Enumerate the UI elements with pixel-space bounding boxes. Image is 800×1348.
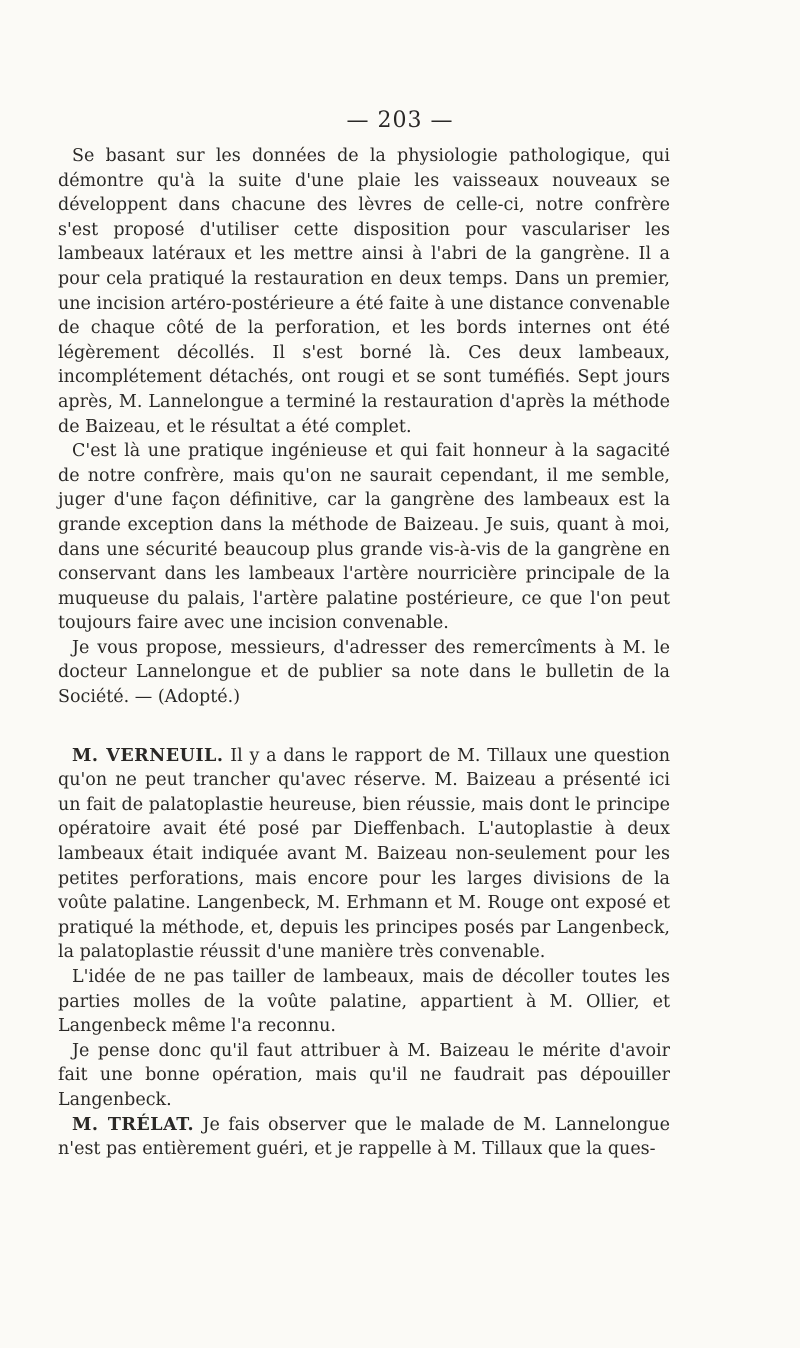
paragraph: Je pense donc qu'il faut attribuer à M. Baizeau le mérite d'avoir fait une bonne opération, mais qu'il ne faudrait pas dépouiller Langenbeck. (58, 1040, 670, 1110)
speaker-name: M. TRÉLAT. (72, 1114, 195, 1135)
paragraph: Se basant sur les données de la physiologie pathologique, qui démontre qu'à la suite d'une plaie les vaisseaux nouveaux se développent dans chacune des lèvres de celle-ci, notre confrère s'est proposé d'utiliser cette disposition pour vasculariser les lambeaux latéraux et les mettre ainsi à l'abri de la gangrène. Il a pour cela pratiqué la restauration en deux temps. Dans un premier, une incision artéro-postérieure a été faite à une distance convenable de chaque côté de la perforation, et les bords internes ont été légèrement décollés. Il s'est borné là. Ces deux lambeaux, incomplétement détachés, ont rougi et se sont tuméfiés. Sept jours après, M. Lannelongue a terminé la restauration d'après la méthode de Baizeau, et le résultat a été complet. (58, 146, 670, 437)
paragraph-text: Je fais observer que le malade de M. Lannelongue n'est pas entièrement guéri, et je rappelle à M. Tillaux que la ques- (58, 1114, 670, 1160)
paragraph (58, 744, 670, 965)
speaker-name: M. VERNEUIL. (72, 745, 224, 766)
body-text (58, 144, 670, 1162)
paragraph (58, 1113, 670, 1162)
paragraph: Je vous propose, messieurs, d'adresser des remercîments à M. le docteur Lannelongue et de publier sa note dans le bulletin de la Société. — (Adopté.) (58, 637, 670, 708)
page-number: — 203 — (346, 108, 454, 133)
paragraph: C'est là une pratique ingénieuse et qui fait honneur à la sagacité de notre confrère, mais qu'on ne saurait cependant, il me semble, juger d'une façon définitive, car la gangrène des lambeaux est la grande exception dans la méthode de Baizeau. Je suis, quant à moi, dans une sécurité beaucoup plus grande vis-à-vis de la gangrène en conservant dans les lambeaux l'artère nourricière principale de la muqueuse du palais, l'artère palatine postérieure, ce que l'on peut toujours faire avec une incision convenable. (58, 441, 670, 634)
paragraph: L'idée de ne pas tailler de lambeaux, mais de décoller toutes les parties molles de la voûte palatine, appartient à M. Ollier, et Langenbeck même l'a reconnu. (58, 967, 670, 1037)
paragraph-text: Il y a dans le rapport de M. Tillaux une question qu'on ne peut trancher qu'avec réserve. M. Baizeau a présenté ici un fait de palatoplastie heureuse, bien réussie, mais dont le principe opératoire avait été posé par Dieffenbach. L'autoplastie à deux lambeaux était indiquée avant M. Baizeau non-seulement pour les petites perforations, mais encore pour les larges divisions de la voûte palatine. Langenbeck, M. Erhmann et M. Rouge ont exposé et pratiqué la méthode, et, depuis les principes posés par Langenbeck, la palatoplastie réussit d'une manière très convenable. (58, 745, 670, 963)
